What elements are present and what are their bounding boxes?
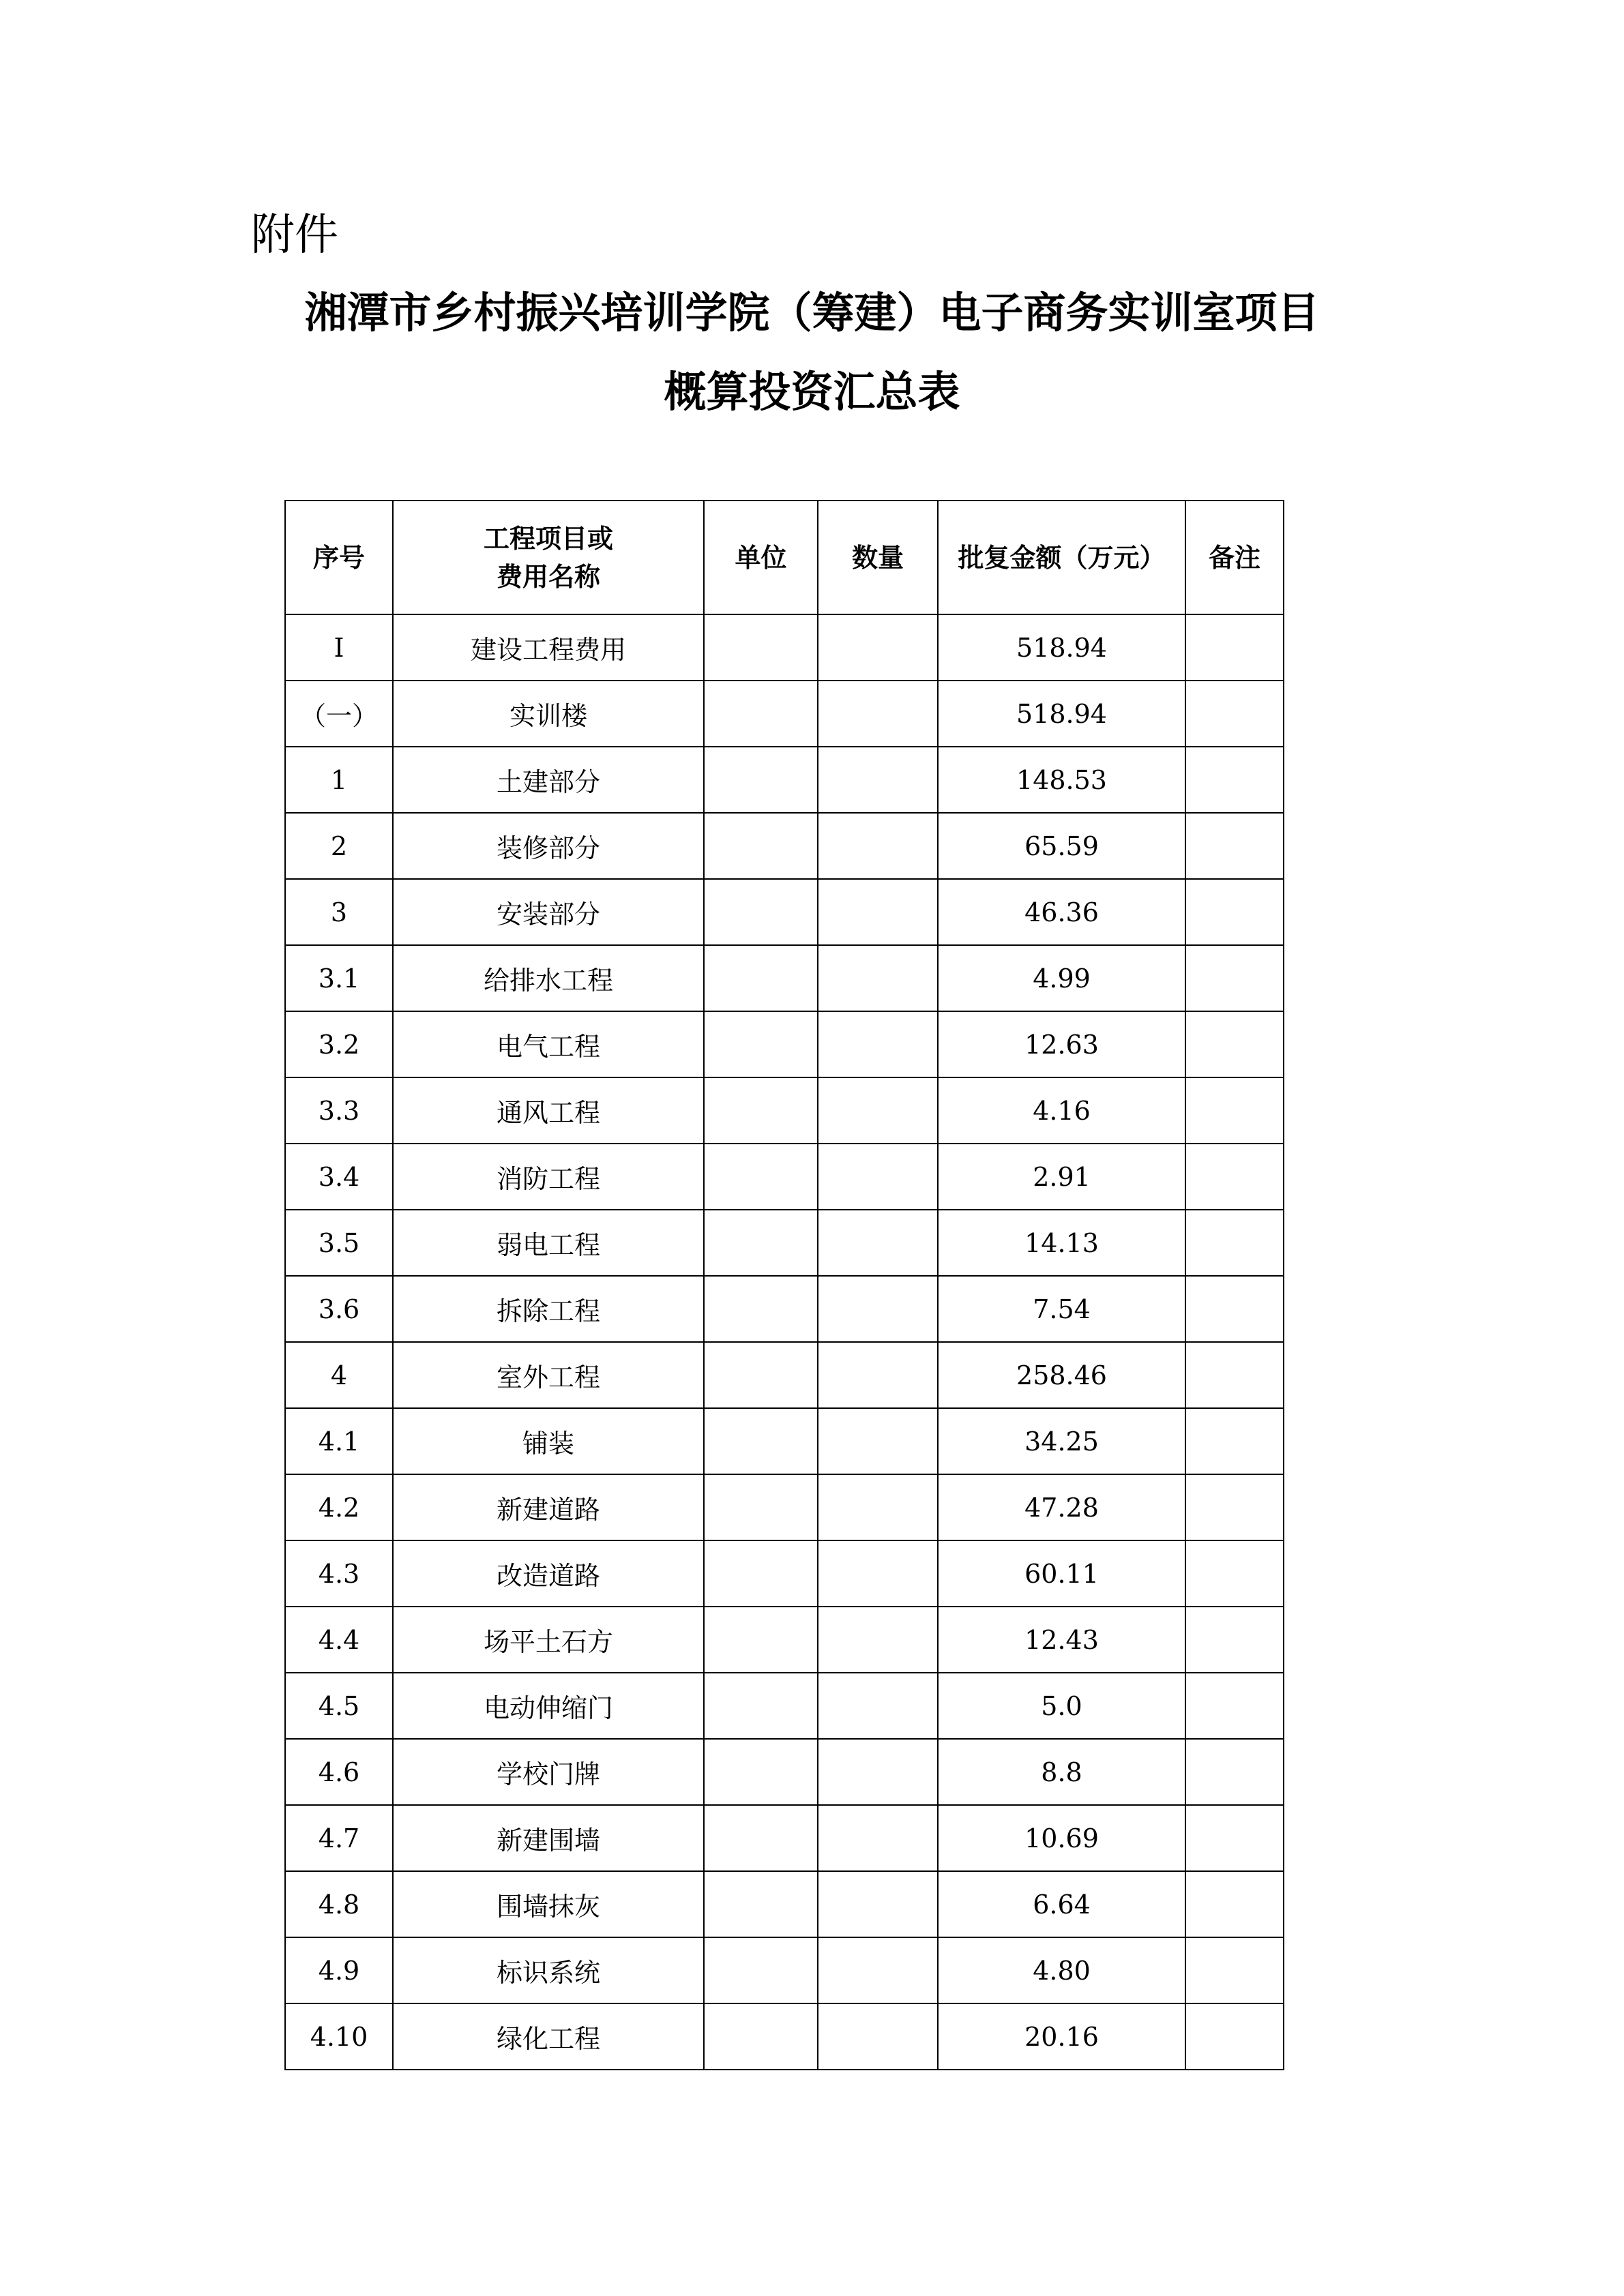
cell-remark (1185, 1144, 1284, 1210)
table-row (285, 681, 1284, 747)
cell-remark (1185, 747, 1284, 813)
cell-unit (704, 945, 818, 1011)
cell-name: 土建部分 (393, 747, 704, 813)
cell-remark (1185, 681, 1284, 747)
cell-name: 学校门牌 (393, 1739, 704, 1805)
cell-seq: 4.3 (285, 1540, 393, 1607)
cell-name: 安装部分 (393, 879, 704, 945)
table-row (285, 1408, 1284, 1474)
cell-name: 新建道路 (393, 1474, 704, 1540)
cell-seq: 4.9 (285, 1937, 393, 2003)
table-row (285, 945, 1284, 1011)
table-row (285, 1937, 1284, 2003)
cell-name: 消防工程 (393, 1144, 704, 1210)
table-row (285, 1474, 1284, 1540)
cell-quantity (818, 681, 938, 747)
cell-seq: 4.10 (285, 2003, 393, 2070)
cell-unit (704, 1011, 818, 1077)
budget-summary-table (284, 500, 1284, 2070)
cell-amount: 60.11 (938, 1540, 1185, 1607)
cell-seq: 4.1 (285, 1408, 393, 1474)
cell-seq: 1 (285, 747, 393, 813)
cell-seq: 3.5 (285, 1210, 393, 1276)
table-row (285, 1673, 1284, 1739)
cell-seq: 3.2 (285, 1011, 393, 1077)
cell-quantity (818, 1673, 938, 1739)
cell-unit (704, 2003, 818, 2070)
cell-name: 装修部分 (393, 813, 704, 879)
header-seq: 序号 (285, 501, 393, 614)
table-row (285, 1342, 1284, 1408)
cell-amount: 258.46 (938, 1342, 1185, 1408)
cell-remark (1185, 1210, 1284, 1276)
table-row (285, 1144, 1284, 1210)
cell-amount: 518.94 (938, 614, 1185, 681)
cell-amount: 5.0 (938, 1673, 1185, 1739)
cell-unit (704, 1871, 818, 1937)
cell-unit (704, 1210, 818, 1276)
cell-quantity (818, 1210, 938, 1276)
cell-remark (1185, 1607, 1284, 1673)
table-row (285, 879, 1284, 945)
cell-amount: 14.13 (938, 1210, 1185, 1276)
cell-name: 标识系统 (393, 1937, 704, 2003)
cell-remark (1185, 614, 1284, 681)
cell-unit (704, 681, 818, 747)
cell-quantity (818, 1276, 938, 1342)
cell-remark (1185, 1011, 1284, 1077)
cell-quantity (818, 614, 938, 681)
cell-name: 室外工程 (393, 1342, 704, 1408)
cell-amount: 7.54 (938, 1276, 1185, 1342)
cell-quantity (818, 1540, 938, 1607)
cell-amount: 46.36 (938, 879, 1185, 945)
table-row (285, 1077, 1284, 1144)
cell-seq: 3 (285, 879, 393, 945)
cell-name: 场平土石方 (393, 1607, 704, 1673)
cell-seq: 4 (285, 1342, 393, 1408)
cell-quantity (818, 945, 938, 1011)
cell-remark (1185, 1805, 1284, 1871)
cell-remark (1185, 1673, 1284, 1739)
cell-unit (704, 747, 818, 813)
cell-quantity (818, 1805, 938, 1871)
cell-amount: 8.8 (938, 1739, 1185, 1805)
cell-seq: 4.7 (285, 1805, 393, 1871)
table-row (285, 1805, 1284, 1871)
cell-name: 新建围墙 (393, 1805, 704, 1871)
cell-amount: 6.64 (938, 1871, 1185, 1937)
cell-remark (1185, 879, 1284, 945)
cell-seq: 3.6 (285, 1276, 393, 1342)
cell-quantity (818, 1408, 938, 1474)
cell-remark (1185, 1408, 1284, 1474)
cell-name: 围墙抹灰 (393, 1871, 704, 1937)
cell-unit (704, 1474, 818, 1540)
cell-quantity (818, 1871, 938, 1937)
cell-quantity (818, 747, 938, 813)
table-row (285, 1607, 1284, 1673)
cell-seq: 4.6 (285, 1739, 393, 1805)
cell-unit (704, 1342, 818, 1408)
cell-remark (1185, 1342, 1284, 1408)
header-amount: 批复金额（万元） (938, 501, 1185, 614)
table-row (285, 1276, 1284, 1342)
cell-amount: 12.43 (938, 1607, 1185, 1673)
cell-name: 建设工程费用 (393, 614, 704, 681)
table-row (285, 1540, 1284, 1607)
table-row (285, 1871, 1284, 1937)
cell-seq: 2 (285, 813, 393, 879)
cell-unit (704, 1673, 818, 1739)
cell-quantity (818, 2003, 938, 2070)
cell-seq: 4.5 (285, 1673, 393, 1739)
cell-amount: 518.94 (938, 681, 1185, 747)
cell-seq: 3.1 (285, 945, 393, 1011)
cell-unit (704, 879, 818, 945)
header-name-line2: 费用名称 (496, 561, 600, 592)
cell-quantity (818, 879, 938, 945)
cell-amount: 47.28 (938, 1474, 1185, 1540)
cell-amount: 4.16 (938, 1077, 1185, 1144)
cell-amount: 2.91 (938, 1144, 1185, 1210)
cell-unit (704, 614, 818, 681)
cell-quantity (818, 1607, 938, 1673)
cell-amount: 65.59 (938, 813, 1185, 879)
cell-remark (1185, 945, 1284, 1011)
cell-unit (704, 1276, 818, 1342)
table-row (285, 1011, 1284, 1077)
cell-unit (704, 1408, 818, 1474)
cell-seq: 3.4 (285, 1144, 393, 1210)
cell-quantity (818, 1474, 938, 1540)
cell-remark (1185, 813, 1284, 879)
document-subtitle: 概算投资汇总表 (664, 367, 960, 417)
cell-unit (704, 1937, 818, 2003)
table-row (285, 1739, 1284, 1805)
cell-remark (1185, 1474, 1284, 1540)
cell-remark (1185, 1739, 1284, 1805)
cell-amount: 4.99 (938, 945, 1185, 1011)
cell-unit (704, 1540, 818, 1607)
header-name-line1: 工程项目或 (483, 523, 613, 554)
cell-amount: 12.63 (938, 1011, 1185, 1077)
cell-quantity (818, 1342, 938, 1408)
header-remark: 备注 (1185, 501, 1284, 614)
cell-remark (1185, 1937, 1284, 2003)
cell-amount: 20.16 (938, 2003, 1185, 2070)
cell-seq: 4.4 (285, 1607, 393, 1673)
table-row (285, 1210, 1284, 1276)
table-row (285, 813, 1284, 879)
table-row (285, 614, 1284, 681)
cell-unit (704, 813, 818, 879)
cell-name: 电动伸缩门 (393, 1673, 704, 1739)
header-name (393, 501, 704, 614)
document-title: 湘潭市乡村振兴培训学院（筹建）电子商务实训室项目 (304, 288, 1320, 338)
cell-unit (704, 1077, 818, 1144)
cell-seq: 3.3 (285, 1077, 393, 1144)
table-row (285, 747, 1284, 813)
cell-unit (704, 1144, 818, 1210)
cell-name: 电气工程 (393, 1011, 704, 1077)
cell-seq: 4.8 (285, 1871, 393, 1937)
cell-quantity (818, 1077, 938, 1144)
cell-seq: （一） (285, 681, 393, 747)
cell-name: 实训楼 (393, 681, 704, 747)
cell-unit (704, 1607, 818, 1673)
cell-remark (1185, 1276, 1284, 1342)
header-unit: 单位 (704, 501, 818, 614)
cell-amount: 10.69 (938, 1805, 1185, 1871)
cell-unit (704, 1805, 818, 1871)
attachment-label: 附件 (251, 210, 338, 260)
cell-name: 给排水工程 (393, 945, 704, 1011)
cell-name: 弱电工程 (393, 1210, 704, 1276)
cell-quantity (818, 1937, 938, 2003)
cell-quantity (818, 1739, 938, 1805)
cell-seq: Ⅰ (285, 614, 393, 681)
cell-remark (1185, 2003, 1284, 2070)
table-header-row (285, 501, 1284, 614)
cell-seq: 4.2 (285, 1474, 393, 1540)
cell-quantity (818, 1144, 938, 1210)
cell-name: 绿化工程 (393, 2003, 704, 2070)
cell-remark (1185, 1540, 1284, 1607)
cell-remark (1185, 1077, 1284, 1144)
cell-quantity (818, 813, 938, 879)
cell-name: 拆除工程 (393, 1276, 704, 1342)
cell-name: 通风工程 (393, 1077, 704, 1144)
cell-amount: 148.53 (938, 747, 1185, 813)
cell-amount: 34.25 (938, 1408, 1185, 1474)
cell-amount: 4.80 (938, 1937, 1185, 2003)
cell-remark (1185, 1871, 1284, 1937)
cell-name: 铺装 (393, 1408, 704, 1474)
cell-name: 改造道路 (393, 1540, 704, 1607)
header-quantity: 数量 (818, 501, 938, 614)
table-row (285, 2003, 1284, 2070)
cell-quantity (818, 1011, 938, 1077)
cell-unit (704, 1739, 818, 1805)
